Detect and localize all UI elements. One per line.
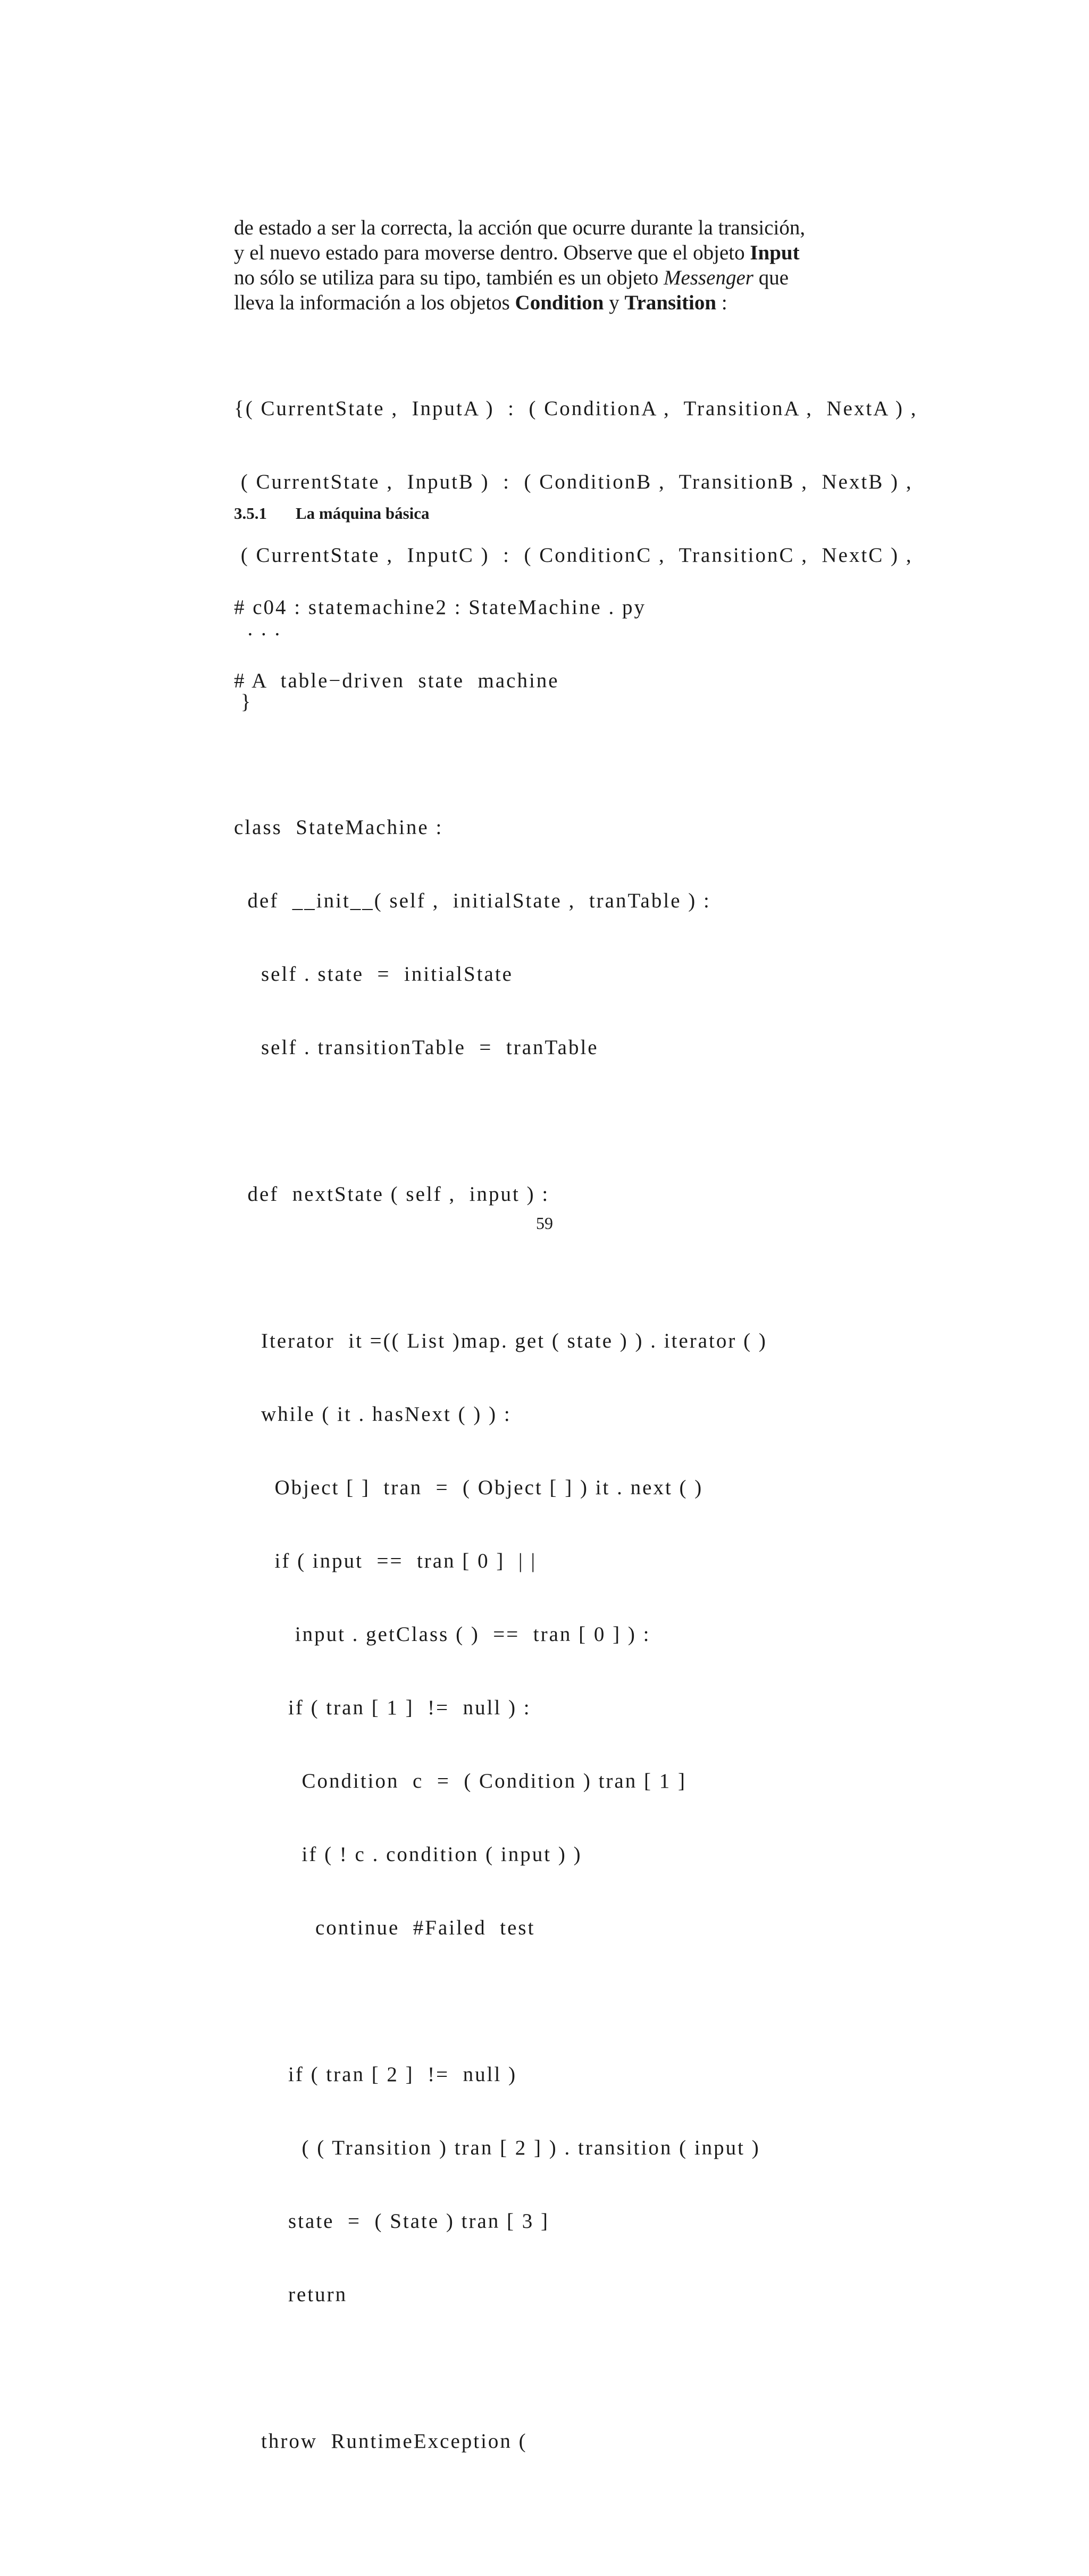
intro-paragraph	[234, 215, 840, 315]
paragraph-line-3b: que	[753, 266, 789, 289]
section-number: 3.5.1	[234, 504, 267, 523]
code-line: self . state = initialState	[234, 963, 513, 986]
code-line	[234, 2503, 767, 2527]
dict-line: }	[234, 691, 253, 713]
keyword-messenger: Messenger	[664, 266, 753, 289]
code-line: state = ( State ) tran [ 3 ]	[234, 2210, 550, 2233]
code-line	[234, 742, 767, 767]
dict-line: ( CurrentState , InputC ) : ( ConditionC , TransitionC , NextC ) ,	[234, 544, 913, 567]
keyword-input: Input	[750, 241, 800, 264]
code-line: if ( input == tran [ 0 ] | |	[234, 1550, 537, 1572]
dict-line: {( CurrentState , InputA ) : ( ConditionA , TransitionA , NextA ) ,	[234, 397, 918, 420]
code-line: if ( tran [ 2 ] != null )	[234, 2063, 517, 2086]
code-line	[234, 1256, 767, 1280]
code-line: ( ( Transition ) tran [ 2 ] ) . transition ( input )	[234, 2136, 760, 2159]
code-line: if ( ! c . condition ( input ) )	[234, 1843, 582, 1866]
page-number: 59	[536, 1214, 553, 1233]
code-line: if ( tran [ 1 ] != null ) :	[234, 1696, 531, 1719]
code-line: # c04 : statemachine2 : StateMachine . py	[234, 596, 646, 619]
dict-line: ( CurrentState , InputB ) : ( ConditionB , TransitionB , NextB ) ,	[234, 470, 913, 493]
code-line	[234, 2356, 767, 2380]
code-line: self . transitionTable = tranTable	[234, 1036, 599, 1059]
paragraph-line-1: de estado a ser la correcta, la acción que ocurre durante la transición,	[234, 216, 806, 239]
code-line: throw RuntimeException (	[234, 2430, 527, 2453]
dict-line: . . .	[234, 617, 282, 640]
section-title: La máquina básica	[296, 504, 430, 523]
code-line: Condition c = ( Condition ) tran [ 1 ]	[234, 1770, 686, 1792]
code-line	[234, 1989, 767, 2014]
code-line	[234, 1109, 767, 1133]
code-line: def __init__( self , initialState , tranTable ) :	[234, 889, 711, 912]
code-line: continue #Failed test	[234, 1916, 535, 1939]
paragraph-line-3a: no sólo se utiliza para su tipo, también es un objeto	[234, 266, 664, 289]
paragraph-line-4-end: :	[716, 291, 727, 314]
code-line: Iterator it =(( List )map. get ( state ) ) . iterator ( )	[234, 1329, 767, 1352]
code-listing	[234, 546, 767, 2576]
keyword-transition: Transition	[624, 291, 717, 314]
keyword-condition: Condition	[515, 291, 604, 314]
code-line: while ( it . hasNext ( ) ) :	[234, 1403, 512, 1426]
code-line: def nextState ( self , input ) :	[234, 1183, 550, 1206]
paragraph-line-2: y el nuevo estado para moverse dentro. Observe que el objeto	[234, 241, 750, 264]
code-line: # A table−driven state machine	[234, 669, 559, 692]
code-line: return	[234, 2283, 348, 2306]
section-heading	[234, 504, 430, 523]
code-line: Object [ ] tran = ( Object [ ] ) it . next ( )	[234, 1476, 703, 1499]
paragraph-line-4-mid: y	[604, 291, 625, 314]
paragraph-line-4a: lleva la información a los objetos	[234, 291, 515, 314]
code-line: input . getClass ( ) == tran [ 0 ] ) :	[234, 1623, 651, 1646]
code-line: class StateMachine :	[234, 816, 443, 839]
